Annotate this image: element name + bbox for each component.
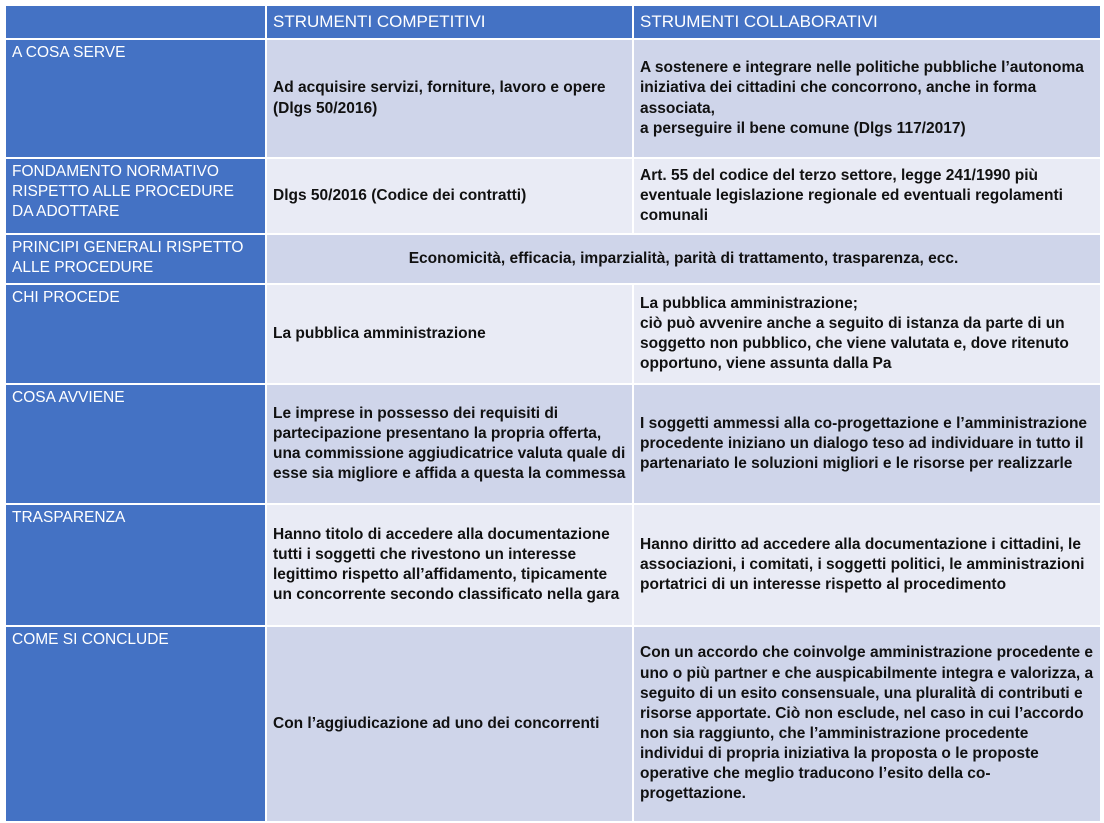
cell-competitive: Hanno titolo di accedere alla documentazione tutti i soggetti che rivestono un interesse legittimo rispetto all’affidamento, tipicamente un concorrente secondo classificato nella gara (266, 504, 633, 626)
cell-competitive: La pubblica amministrazione (266, 284, 633, 384)
row-label: COME SI CONCLUDE (5, 626, 266, 822)
header-collaborative: STRUMENTI COLLABORATIVI (633, 5, 1101, 39)
row-label: CHI PROCEDE (5, 284, 266, 384)
table-row-principi-generali (5, 234, 1101, 284)
header-corner-cell (5, 5, 266, 39)
cell-collaborative: La pubblica amministrazione; ciò può avvenire anche a seguito di istanza da parte di un soggetto non pubblico, che viene valutata e, dove ritenuto opportuno, viene assunta dalla Pa (633, 284, 1101, 384)
table-row-a-cosa-serve (5, 39, 1101, 158)
cell-collaborative: I soggetti ammessi alla co-progettazione e l’amministrazione procedente iniziano un dialogo teso ad individuare in tutto il partenariato le soluzioni migliori e le risorse per realizzarle (633, 384, 1101, 504)
table-row-trasparenza (5, 504, 1101, 626)
header-row (5, 5, 1101, 39)
row-label: COSA AVVIENE (5, 384, 266, 504)
cell-collaborative: Con un accordo che coinvolge amministrazione procedente e uno o più partner e che auspicabilmente integra e valorizza, a seguito di un esito consensuale, una pluralità di contributi e risorse apportate. Ciò non esclude, nel caso in cui l’accordo non sia raggiunto, che l’amministrazione procedente individui di propria iniziativa la proposta o le proposte operative che meglio traducono l’esito della co-progettazione. (633, 626, 1101, 822)
cell-competitive: Con l’aggiudicazione ad uno dei concorrenti (266, 626, 633, 822)
cell-competitive: Ad acquisire servizi, forniture, lavoro e opere (Dlgs 50/2016) (266, 39, 633, 158)
table-row-fondamento-normativo (5, 158, 1101, 234)
cell-collaborative: Hanno diritto ad accedere alla documentazione i cittadini, le associazioni, i comitati, i soggetti politici, le amministrazioni portatrici di un interesse rispetto al procedimento (633, 504, 1101, 626)
row-label: TRASPARENZA (5, 504, 266, 626)
cell-competitive: Le imprese in possesso dei requisiti di partecipazione presentano la propria offerta, una commissione aggiudicatrice valuta quale di esse sia migliore e affida a questa la commessa (266, 384, 633, 504)
table-row-come-si-conclude (5, 626, 1101, 822)
comparison-table (4, 4, 1102, 823)
row-label: FONDAMENTO NORMATIVO RISPETTO ALLE PROCEDURE DA ADOTTARE (5, 158, 266, 234)
cell-collaborative: Art. 55 del codice del terzo settore, legge 241/1990 più eventuale legislazione regionale ed eventuali regolamenti comunali (633, 158, 1101, 234)
header-competitive: STRUMENTI COMPETITIVI (266, 5, 633, 39)
table-row-cosa-avviene (5, 384, 1101, 504)
row-label: A COSA SERVE (5, 39, 266, 158)
table-row-chi-procede (5, 284, 1101, 384)
row-label: PRINCIPI GENERALI RISPETTO ALLE PROCEDURE (5, 234, 266, 284)
cell-collaborative: A sostenere e integrare nelle politiche pubbliche l’autonoma iniziativa dei cittadini che concorrono, anche in forma associata, a perseguire il bene comune (Dlgs 117/2017) (633, 39, 1101, 158)
cell-competitive: Dlgs 50/2016 (Codice dei contratti) (266, 158, 633, 234)
cell-merged: Economicità, efficacia, imparzialità, parità di trattamento, trasparenza, ecc. (266, 234, 1101, 284)
